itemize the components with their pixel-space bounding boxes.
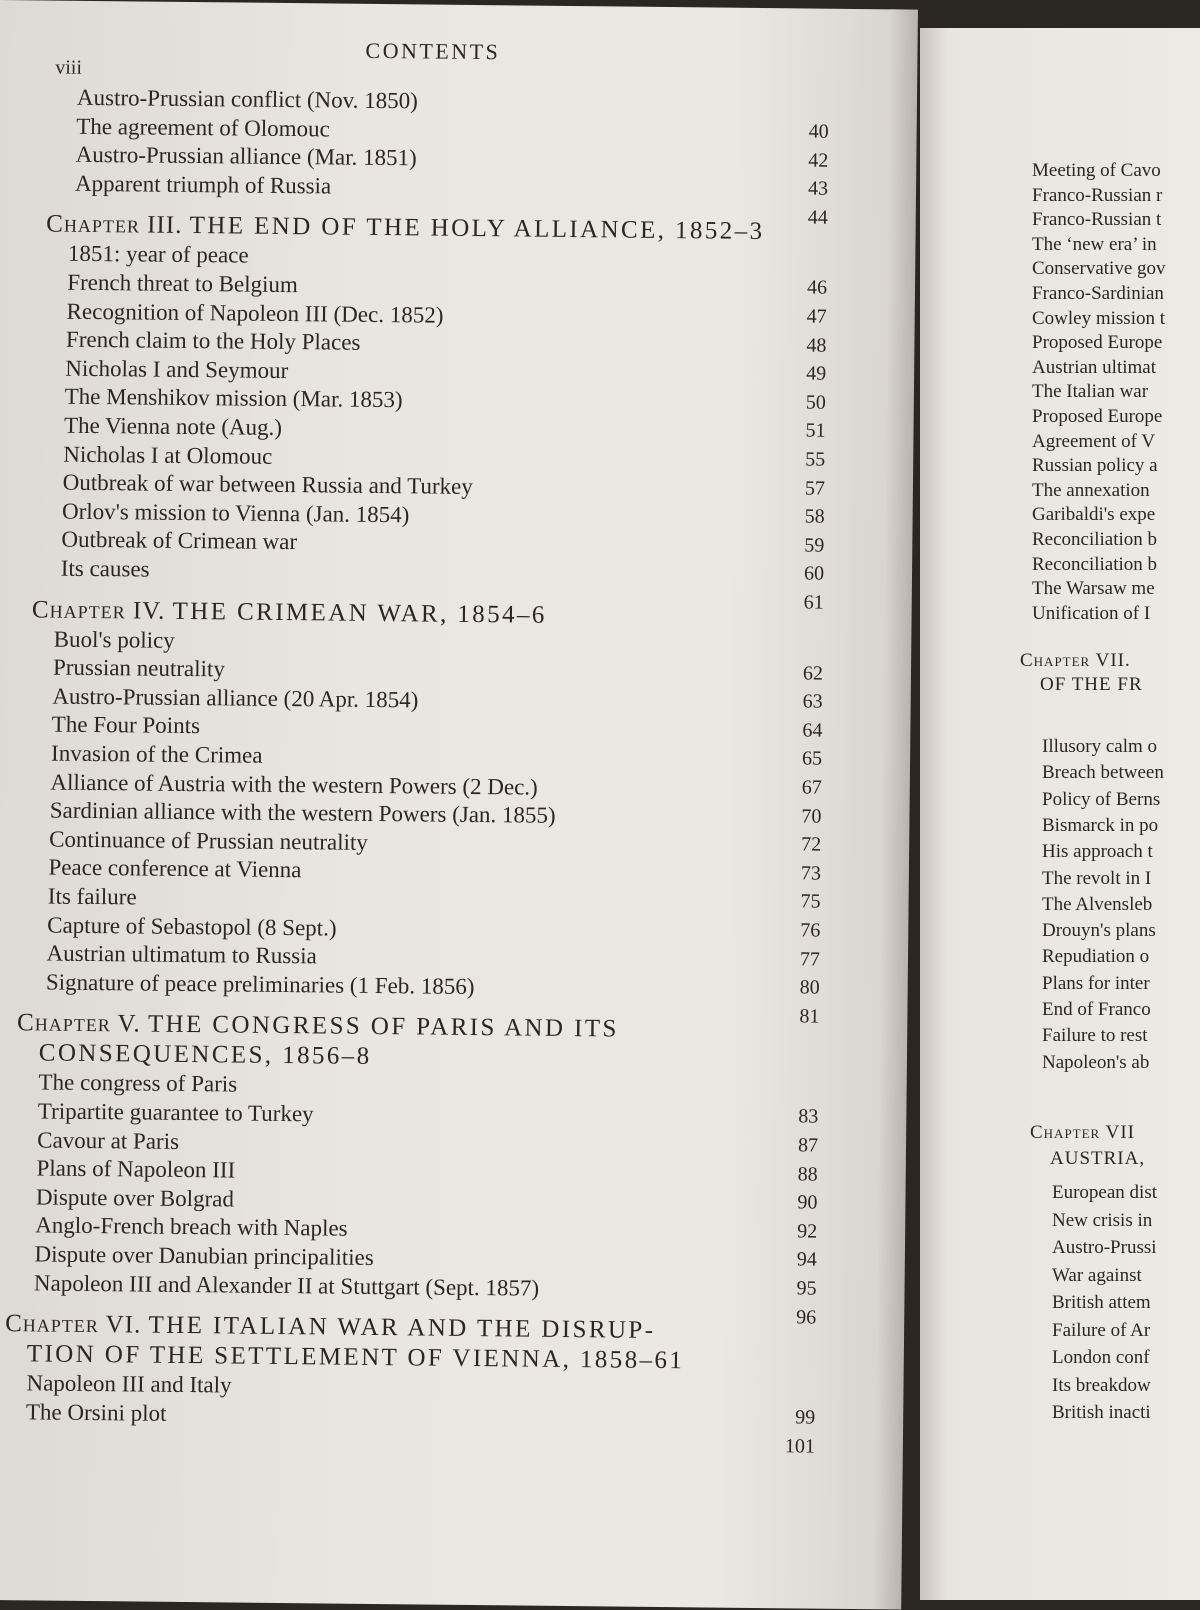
toc-entry: Recognition of Napoleon III (Dec. 1852) xyxy=(66,298,444,328)
running-head: CONTENTS xyxy=(365,37,501,65)
toc-entry: Dispute over Bolgrad xyxy=(35,1184,235,1212)
chapter-title-continued xyxy=(27,1341,685,1376)
toc-entry: Reconciliation b xyxy=(1032,529,1158,550)
chapter-title-continuation: CONSEQUENCES, 1856–8 xyxy=(38,1039,372,1071)
toc-entry: Agreement of V xyxy=(1032,430,1156,452)
page-number: 94 xyxy=(796,1248,817,1272)
toc-entry: Franco-Russian r xyxy=(1032,184,1163,206)
page-number: 63 xyxy=(802,690,823,713)
toc-entry: Napoleon's ab xyxy=(1042,1051,1150,1073)
toc-entry: Dispute over Danubian principalities xyxy=(34,1241,374,1270)
toc-entry: Signature of peace preliminaries (1 Feb. 1856) xyxy=(45,969,475,999)
toc-entry: Continuance of Prussian neutrality xyxy=(49,826,369,855)
toc-entry: Buol's policy xyxy=(53,626,175,653)
chapter-title-continuation: TION OF THE SETTLEMENT OF VIENNA, 1858–61 xyxy=(26,1340,685,1375)
toc-entry: Alliance of Austria with the western Powers (2 Dec.) xyxy=(50,769,538,800)
toc-entry: British inacti xyxy=(1052,1402,1151,1423)
page-folio: viii xyxy=(55,56,83,79)
toc-entry: The congress of Paris xyxy=(38,1069,238,1097)
chapter-title: THE ITALIAN WAR AND THE DISRUP- xyxy=(148,1311,656,1345)
page-number: 70 xyxy=(801,805,822,828)
page-number: 55 xyxy=(805,448,826,471)
toc-entry: Capture of Sebastopol (8 Sept.) xyxy=(47,912,337,941)
toc-entry: 1851: year of peace xyxy=(67,241,249,269)
page-number: 57 xyxy=(804,477,826,500)
page-number: 44 xyxy=(807,206,828,229)
chapter-title-continuation: AUSTRIA, xyxy=(1050,1148,1146,1169)
page-number: 76 xyxy=(800,919,821,942)
toc-entry: Austro-Prussi xyxy=(1052,1237,1157,1258)
page-number: 42 xyxy=(808,149,829,172)
chapter-title: THE CONGRESS OF PARIS AND ITS xyxy=(147,1010,619,1043)
page-number: 75 xyxy=(800,890,821,914)
toc-entry: Franco-Russian t xyxy=(1032,209,1162,231)
page-number: 81 xyxy=(799,1005,820,1028)
chapter-label: Chapter V. xyxy=(16,1009,149,1038)
toc-entry: Failure of Ar xyxy=(1052,1319,1151,1341)
toc-entry: Plans for inter xyxy=(1042,972,1150,994)
toc-entry: Napoleon III and Italy xyxy=(26,1370,232,1398)
chapter-label: Chapter IV. xyxy=(31,595,173,625)
toc-entry: The Orsini plot xyxy=(25,1399,167,1426)
chapter-label: Chapter VI. xyxy=(5,1310,149,1339)
toc-entry: Illusory calm o xyxy=(1042,736,1158,757)
toc-entry: Conservative gov xyxy=(1032,258,1166,280)
toc-entry: Its breakdow xyxy=(1052,1374,1151,1396)
chapter-title-continuation: OF THE FR xyxy=(1040,674,1143,695)
toc-entry: Policy of Berns xyxy=(1042,788,1161,810)
page-number: 62 xyxy=(802,662,824,685)
page-number: 40 xyxy=(808,120,829,143)
chapter-label: Chapter III. xyxy=(46,210,190,240)
toc-entry: The ‘new era’ in xyxy=(1032,233,1157,255)
page-number: 65 xyxy=(801,747,823,771)
toc-entry: Cavour at Paris xyxy=(37,1127,180,1154)
toc-entry: Franco-Sardinian xyxy=(1032,283,1164,304)
toc-entry: The Menshikov mission (Mar. 1853) xyxy=(64,384,403,413)
page-number: 58 xyxy=(804,505,825,528)
toc-entry: Garibaldi's expe xyxy=(1032,504,1156,526)
chapter-label: Chapter VII. xyxy=(1020,650,1131,671)
chapter-title-continued xyxy=(39,1040,372,1071)
page-number: 46 xyxy=(806,276,828,300)
page-number: 95 xyxy=(796,1277,817,1300)
toc-entry: French claim to the Holy Places xyxy=(65,326,361,355)
page-number: 87 xyxy=(797,1134,819,1157)
toc-entry: Unification of I xyxy=(1032,602,1151,624)
chapter-title: THE CRIMEAN WAR, 1854–6 xyxy=(172,597,547,629)
page-number: 92 xyxy=(797,1220,818,1243)
toc-entry: Reconciliation b xyxy=(1032,553,1158,575)
toc-entry: Austro-Prussian conflict (Nov. 1850) xyxy=(76,84,419,114)
toc-entry: War against xyxy=(1052,1264,1142,1286)
toc-entry: Its causes xyxy=(60,555,150,582)
toc-entry: Napoleon III and Alexander II at Stuttgart (Sept. 1857) xyxy=(33,1270,540,1301)
toc-entry: Plans of Napoleon III xyxy=(36,1155,236,1183)
toc-entry: Anglo-French breach with Naples xyxy=(35,1212,348,1242)
chapter-heading xyxy=(5,1310,655,1345)
page-number: 101 xyxy=(784,1435,816,1458)
page-number: 61 xyxy=(803,591,824,614)
chapter-title: THE END OF THE HOLY ALLIANCE, 1852–3 xyxy=(189,212,765,246)
toc-entry: The Warsaw me xyxy=(1032,578,1155,600)
page-number: 99 xyxy=(795,1406,816,1429)
toc-entry: The agreement of Olomouc xyxy=(76,113,330,142)
page-number: 47 xyxy=(806,305,827,328)
page-number: 49 xyxy=(806,362,827,385)
toc-entry: The Italian war xyxy=(1032,381,1149,403)
page-number: 77 xyxy=(799,948,821,971)
toc-entry: Austrian ultimat xyxy=(1032,356,1157,378)
chapter-heading xyxy=(17,1010,619,1044)
toc-entry: Austrian ultimatum to Russia xyxy=(46,940,317,969)
toc-entry: Proposed Europe xyxy=(1032,406,1163,427)
toc-entry: Sardinian alliance with the western Powers (Jan. 1855) xyxy=(49,797,556,829)
toc-entry: Cowley mission t xyxy=(1032,307,1166,329)
page-number: 72 xyxy=(801,833,822,856)
toc-entry: Its failure xyxy=(47,883,137,910)
toc-entry: Bismarck in po xyxy=(1042,814,1159,836)
toc-entry: The annexation xyxy=(1032,479,1150,501)
toc-entry: The Alvensleb xyxy=(1042,893,1153,915)
toc-entry: Nicholas I at Olomouc xyxy=(63,441,273,469)
toc-entry: Meeting of Cavo xyxy=(1032,160,1161,181)
toc-entry: Austro-Prussian alliance (20 Apr. 1854) xyxy=(52,683,419,713)
toc-entry: Outbreak of Crimean war xyxy=(61,527,298,555)
toc-entry: European dist xyxy=(1052,1182,1158,1203)
toc-entry: Austro-Prussian alliance (Mar. 1851) xyxy=(75,141,417,171)
toc-entry: New crisis in xyxy=(1052,1209,1153,1231)
toc-entry: Breach between xyxy=(1042,762,1164,784)
toc-entry: British attem xyxy=(1052,1292,1151,1313)
page-number: 43 xyxy=(807,177,829,200)
toc-entry: Outbreak of war between Russia and Turkey xyxy=(62,469,473,500)
toc-entry: Orlov's mission to Vienna (Jan. 1854) xyxy=(61,498,410,528)
toc-entry: The Vienna note (Aug.) xyxy=(63,412,283,440)
toc-entry: The revolt in I xyxy=(1042,867,1152,889)
chapter-heading xyxy=(1030,1122,1135,1144)
page-number: 51 xyxy=(805,419,826,443)
page-number: 59 xyxy=(804,534,825,557)
toc-entry: The Four Points xyxy=(51,711,201,739)
toc-entry: His approach t xyxy=(1042,841,1153,863)
chapter-heading xyxy=(32,596,547,629)
toc-entry: Proposed Europe xyxy=(1032,332,1163,354)
toc-entry: Tripartite guarantee to Turkey xyxy=(37,1098,314,1127)
page-number: 80 xyxy=(799,976,820,999)
chapter-label: Chapter VII xyxy=(1030,1122,1136,1143)
toc-entry: Peace conference at Vienna xyxy=(48,854,302,883)
toc-entry: Prussian neutrality xyxy=(52,654,226,682)
page-number: 64 xyxy=(802,719,823,742)
page-number: 88 xyxy=(797,1163,818,1186)
page-number: 96 xyxy=(796,1306,817,1329)
page-number: 48 xyxy=(806,334,827,357)
toc-entry: London conf xyxy=(1052,1347,1150,1368)
toc-entry: Failure to rest xyxy=(1042,1025,1148,1047)
toc-entry: Drouyn's plans xyxy=(1042,920,1156,942)
page-number: 90 xyxy=(797,1191,818,1214)
right-page xyxy=(920,28,1200,1600)
toc-entry: Apparent triumph of Russia xyxy=(74,170,332,199)
toc-entry: French threat to Belgium xyxy=(67,269,299,298)
toc-entry: Repudiation o xyxy=(1042,946,1150,968)
page-number: 67 xyxy=(801,776,822,799)
toc-entry: End of Franco xyxy=(1042,999,1151,1020)
page-number: 83 xyxy=(798,1105,819,1129)
page-number: 73 xyxy=(800,862,822,885)
toc-entry: Russian policy a xyxy=(1032,455,1158,477)
toc-entry: Nicholas I and Seymour xyxy=(65,355,289,383)
toc-entry: Invasion of the Crimea xyxy=(50,740,263,768)
chapter-heading xyxy=(1020,650,1131,672)
page-number: 50 xyxy=(805,391,826,414)
page-number: 60 xyxy=(803,562,825,586)
